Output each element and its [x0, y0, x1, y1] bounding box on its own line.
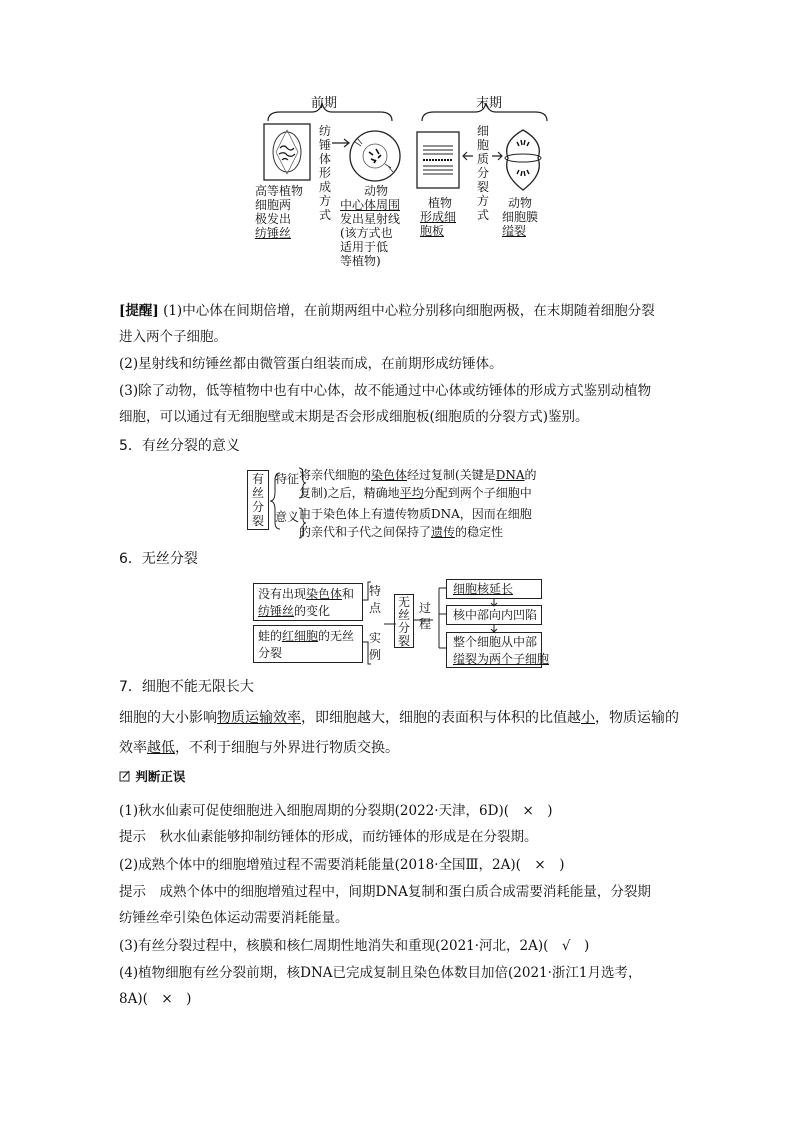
animal-a-label	[340, 184, 400, 268]
plant-telophase-cell-image	[415, 130, 461, 190]
animal-b-line-2: 细胞膜	[502, 210, 539, 224]
feature-line-1: 没有出现染色体和	[258, 587, 355, 601]
section-7-body	[119, 703, 679, 763]
animal-a-line-6: 等植物)	[340, 254, 381, 268]
plant-b-label	[420, 196, 456, 238]
process-step-1	[446, 579, 542, 599]
tezheng-line-2: 复制)之后，精确地平均分配到两个子细胞中	[299, 486, 532, 500]
left-arrow-icon	[461, 146, 475, 166]
section-5-heading: 5．有丝分裂的意义	[119, 438, 240, 454]
shili-label: 实例	[368, 631, 381, 662]
tezheng-line-1: 将亲代细胞的染色体经过复制(关键是DNA的	[299, 468, 537, 482]
plant-a-line-3: 极发出	[255, 212, 292, 226]
example-line-2: 分裂	[258, 646, 283, 660]
feature-box	[253, 583, 363, 621]
animal-a-line-3: 发出星射线	[340, 212, 401, 226]
judge-q3: (3)有丝分裂过程中，核膜和核仁周期性地消失和重现(2021·河北，2A)( √ )	[119, 938, 590, 954]
judge-a2-line-2: 纺锤丝牵引染色体运动需要消耗能量。	[119, 910, 349, 926]
feature-line-2: 纺锤丝的变化	[258, 604, 331, 618]
mitosis-box-label: 有丝分裂	[251, 472, 264, 528]
process-step-1-text: 细胞核延长	[453, 582, 514, 596]
process-step-3-line-2: 缢裂为两个子细胞	[453, 652, 550, 666]
animal-b-line-1: 动物	[508, 196, 533, 210]
tixing-line-2: 进入两个子细胞。	[119, 329, 227, 345]
judge-q4-line-1: (4)植物细胞有丝分裂前期，核DNA已完成复制且染色体数目加倍(2021·浙江1月选考，	[119, 965, 642, 981]
plant-b-line-3: 胞板	[420, 224, 445, 238]
qianqi-label: 前期	[311, 96, 338, 111]
judge-q2: (2)成熟个体中的细胞增殖过程不需要消耗能量(2018·全国Ⅲ，2A)( × )	[119, 857, 565, 873]
animal-a-line-2: 中心体周围	[340, 198, 401, 212]
animal-a-line-5: 适用于低	[340, 240, 389, 254]
example-box	[253, 625, 363, 663]
plant-b-line-1: 植物	[428, 196, 453, 210]
tezheng-text	[299, 466, 537, 502]
section-7-heading: 7．细胞不能无限长大	[119, 679, 254, 695]
yiyi-label: 意义	[275, 510, 300, 524]
amitosis-center-label: 无丝分裂	[397, 595, 410, 648]
checkbox-pencil-icon	[119, 770, 131, 782]
judge-q1: (1)秋水仙素可促使细胞进入细胞周期的分裂期(2022·天津，6D)( × )	[119, 803, 553, 819]
plant-a-line-1: 高等植物	[255, 184, 304, 198]
animal-b-line-3: 缢裂	[502, 224, 527, 238]
process-step-3	[446, 632, 550, 668]
animal-prophase-cell-image	[347, 128, 403, 184]
yiyi-line-1: 由于染色体上有遗传物质DNA，因而在细胞	[299, 507, 532, 521]
judge-a2-line-1: 提示 成熟个体中的细胞增殖过程中，间期DNA复制和蛋白质合成需要消耗能量，分裂期	[119, 884, 651, 900]
plant-a-line-2: 细胞两	[255, 198, 292, 212]
fangchui-caption: 纺锤体形成方式	[318, 124, 331, 222]
process-step-2: 核中部向内凹陷	[446, 605, 542, 625]
judge-title: 判断正误	[135, 769, 186, 784]
plant-b-line-2: 形成细	[420, 210, 457, 224]
animal-a-line-1: 动物	[364, 184, 389, 198]
guocheng-label: 过程	[418, 601, 431, 631]
tixing-line-3: (2)星射线和纺锤丝都由微管蛋白组装而成，在前期形成纺锤体。	[119, 356, 503, 372]
section-7-line-2: 效率越低，不利于细胞与外界进行物质交换。	[119, 740, 399, 756]
animal-telophase-cell-image	[500, 124, 546, 196]
judge-a1: 提示 秋水仙素能够抑制纺锤体的形成，而纺锤体的形成是在分裂期。	[119, 829, 538, 845]
judge-q4-line-2: 8A)( × )	[119, 991, 192, 1007]
plant-a-line-4: 纺锤丝	[255, 226, 292, 240]
fenlie-caption: 细胞质分裂方式	[476, 124, 489, 222]
tixing-line-5: 细胞，可以通过有无细胞壁或末期是否会形成细胞板(细胞质的分裂方式)鉴别。	[119, 409, 589, 425]
yiyi-line-2: 的亲代和子代之间保持了遗传的稳定性	[299, 525, 504, 539]
section-7-line-1: 细胞的大小影响物质运输效率，即细胞越大，细胞的表面积与体积的比值越小，物质运输的	[119, 710, 679, 726]
animal-b-label	[502, 196, 538, 238]
plant-prophase-cell-image	[262, 122, 312, 182]
plant-a-label	[255, 184, 303, 240]
judge-header	[119, 767, 185, 785]
tixing-tag: [提醒]	[119, 303, 159, 319]
section-6-heading: 6．无丝分裂	[119, 551, 198, 567]
example-line-1: 蛙的红细胞的无丝	[258, 629, 355, 643]
tixing-line-1	[119, 302, 655, 320]
tixing-text-1: (1)中心体在间期倍增，在前期两组中心粒分别移向细胞两极，在末期随着细胞分裂	[163, 303, 655, 319]
yiyi-text	[299, 505, 532, 541]
process-step-3-line-1: 整个细胞从中部	[453, 635, 538, 649]
tedian-label: 特点	[368, 584, 381, 615]
moqi-label: 末期	[476, 96, 503, 111]
tixing-line-4: (3)除了动物，低等植物中也有中心体，故不能通过中心体或纺锤体的形成方式鉴别动植物	[119, 383, 652, 399]
animal-a-line-4: (该方式也	[340, 226, 393, 240]
tezheng-label: 特征	[275, 472, 300, 486]
